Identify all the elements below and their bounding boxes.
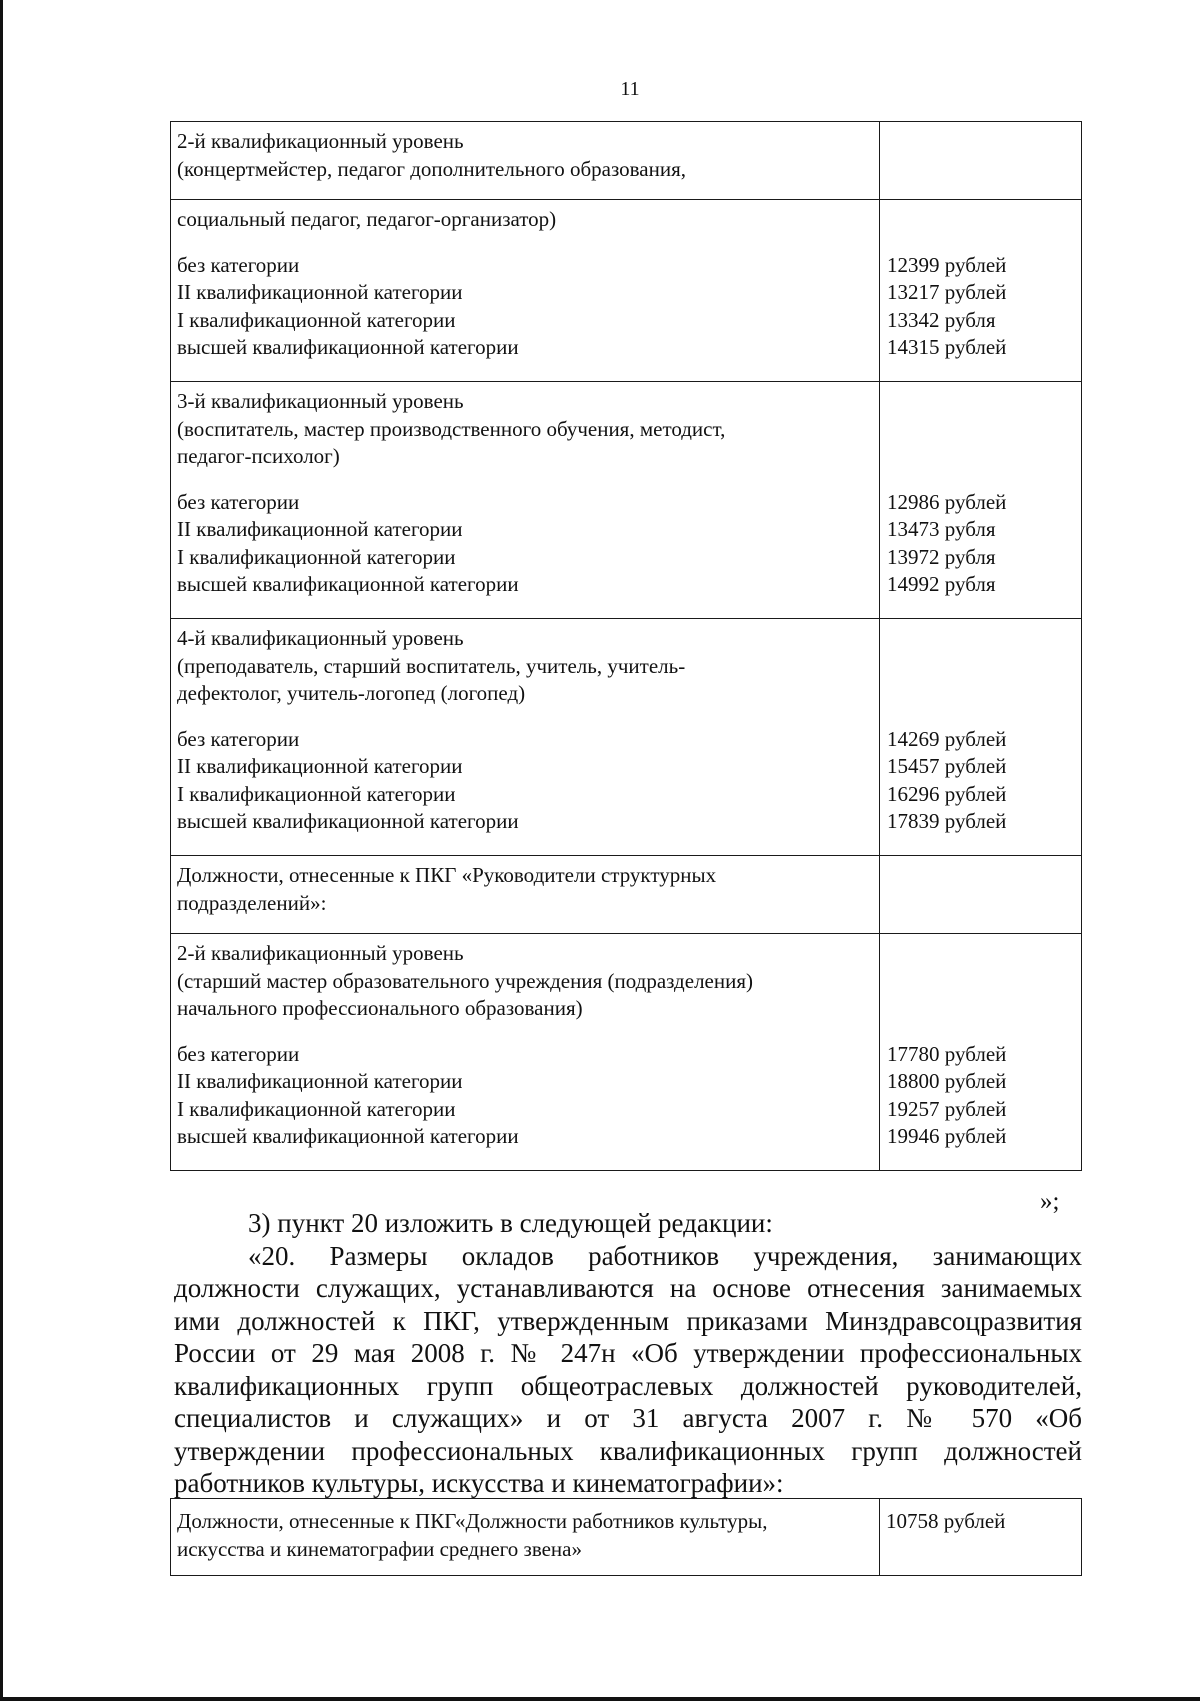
- position-cell: [171, 1499, 880, 1576]
- salary-value: 13972 рубля: [887, 544, 996, 569]
- salary-value: 18800 рублей: [887, 1069, 1007, 1093]
- paragraph-line: квалификационных групп общеотраслевых должностей руководителей,: [174, 1370, 1082, 1401]
- category-label: без категории: [177, 726, 300, 751]
- salary-value: 14315 рублей: [887, 335, 1007, 359]
- salary-cell: [880, 200, 1082, 382]
- salary-cell: [880, 1499, 1082, 1576]
- category-label: I квалификационной категории: [177, 307, 456, 332]
- table-row: [171, 382, 1082, 619]
- salary-value: 15457 рублей: [887, 754, 1007, 778]
- paragraph-line: утверждении профессиональных квалификационных групп должностей: [174, 1435, 1082, 1466]
- level-heading-line: 3-й квалификационный уровень: [177, 389, 464, 413]
- level-heading-line: социальный педагог, педагог-организатор): [177, 207, 557, 231]
- closing-quote: »;: [1040, 1188, 1060, 1215]
- level-heading-line: дефектолог, учитель-логопед (логопед): [177, 681, 526, 705]
- category-label: высшей квалификационной категории: [177, 1124, 519, 1148]
- salary-value: 16296 рублей: [887, 781, 1007, 806]
- level-heading-line: 2-й квалификационный уровень: [177, 941, 464, 965]
- page-number: 11: [620, 78, 640, 100]
- level-heading-line: подразделений»:: [177, 890, 327, 915]
- salary-cell: [880, 122, 1082, 200]
- table-row: [171, 122, 1082, 200]
- position-cell: [171, 619, 880, 856]
- salary-table: [170, 121, 1082, 1171]
- category-label: II квалификационной категории: [177, 517, 463, 541]
- level-heading-line: 2-й квалификационный уровень: [177, 129, 464, 153]
- category-label: высшей квалификационной категории: [177, 809, 519, 833]
- level-heading-line: (старший мастер образовательного учреждения (подразделения): [177, 968, 753, 993]
- salary-value: 19946 рублей: [887, 1124, 1007, 1148]
- level-heading-line: 4-й квалификационный уровень: [177, 626, 464, 650]
- salary-cell: [880, 856, 1082, 934]
- category-label: I квалификационной категории: [177, 544, 456, 569]
- table-row: [171, 934, 1082, 1171]
- amendment-intro: 3) пункт 20 изложить в следующей редакции:: [248, 1208, 773, 1238]
- category-label: II квалификационной категории: [177, 280, 463, 304]
- salary-value: 10758 рублей: [886, 1509, 1006, 1533]
- level-heading-line: (концертмейстер, педагог дополнительного образования,: [177, 156, 686, 181]
- salary-cell: [880, 934, 1082, 1171]
- salary-cell: [880, 382, 1082, 619]
- scan-edge-bottom: [0, 1697, 1200, 1701]
- level-heading-line: педагог-психолог): [177, 444, 340, 468]
- category-label: II квалификационной категории: [177, 1069, 463, 1093]
- paragraph-line: работников культуры, искусства и кинематографии»:: [174, 1468, 784, 1498]
- category-label: I квалификационной категории: [177, 1096, 456, 1121]
- category-label: без категории: [177, 252, 300, 277]
- salary-value: 14269 рублей: [887, 726, 1007, 751]
- category-label: высшей квалификационной категории: [177, 572, 519, 596]
- salary-value: 17780 рублей: [887, 1041, 1007, 1066]
- salary-value: 13342 рубля: [887, 307, 996, 332]
- category-label: высшей квалификационной категории: [177, 335, 519, 359]
- salary-value: 13473 рубля: [887, 517, 996, 541]
- paragraph-line: должности служащих, устанавливаются на основе отнесения занимаемых: [174, 1273, 1082, 1303]
- position-cell: [171, 856, 880, 934]
- position-cell: [171, 200, 880, 382]
- category-label: без категории: [177, 489, 300, 514]
- position-line: Должности, отнесенные к ПКГ«Должности работников культуры,: [177, 1509, 768, 1533]
- level-heading-line: (воспитатель, мастер производственного обучения, методист,: [177, 416, 726, 441]
- salary-value: 12399 рублей: [887, 252, 1007, 277]
- category-label: II квалификационной категории: [177, 754, 463, 778]
- level-heading-line: (преподаватель, старший воспитатель, учитель, учитель-: [177, 653, 686, 678]
- salary-value: 14992 рубля: [887, 572, 996, 596]
- position-cell: [171, 934, 880, 1171]
- category-label: без категории: [177, 1041, 300, 1066]
- table-row: [171, 200, 1082, 382]
- salary-cell: [880, 619, 1082, 856]
- salary-value: 19257 рублей: [887, 1096, 1007, 1121]
- salary-value: 12986 рублей: [887, 489, 1007, 514]
- position-cell: [171, 122, 880, 200]
- table-row: [171, 856, 1082, 934]
- scan-edge-left: [0, 0, 3, 1701]
- table-row: [171, 1499, 1082, 1576]
- paragraph-line: «20. Размеры окладов работников учреждения, занимающих: [248, 1240, 1082, 1271]
- category-label: I квалификационной категории: [177, 781, 456, 806]
- table-row: [171, 619, 1082, 856]
- level-heading-line: Должности, отнесенные к ПКГ «Руководители структурных: [177, 863, 717, 887]
- level-heading-line: начального профессионального образования): [177, 996, 583, 1020]
- position-cell: [171, 382, 880, 619]
- salary-value: 17839 рублей: [887, 809, 1007, 833]
- paragraph-line: ими должностей к ПКГ, утвержденным приказами Минздравсоцразвития: [174, 1305, 1082, 1336]
- paragraph-line: России от 29 мая 2008 г. № 247н «Об утверждении профессиональных: [174, 1338, 1082, 1368]
- position-line: искусства и кинематографии среднего звена»: [177, 1537, 582, 1561]
- amendment-paragraph: [174, 1207, 1082, 1500]
- salary-value: 13217 рублей: [887, 280, 1007, 304]
- culture-salary-table: [170, 1498, 1082, 1576]
- paragraph-line: специалистов и служащих» и от 31 августа 2007 г. № 570 «Об: [174, 1403, 1082, 1433]
